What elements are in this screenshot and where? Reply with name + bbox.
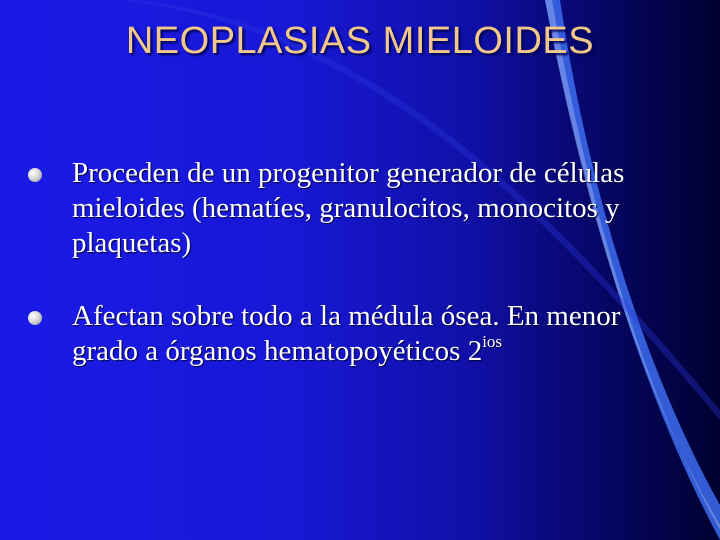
sphere-bullet-icon — [28, 311, 42, 325]
bullet-item — [28, 299, 668, 369]
bullet-list — [28, 156, 668, 407]
bullet-text-main: Afectan sobre todo a la médula ósea. En menor grado a órganos hematopoyéticos 2 — [72, 300, 621, 367]
bullet-text — [72, 156, 668, 261]
slide-title: NEOPLASIAS MIELOIDES — [125, 20, 595, 62]
bullet-superscript: ios — [482, 332, 503, 351]
sphere-bullet-icon — [28, 168, 42, 182]
bullet-text-main: Proceden de un progenitor generador de células mieloides (hematíes, granulocitos, monocitos y plaquetas) — [72, 157, 625, 259]
bullet-text — [72, 299, 668, 369]
bullet-item — [28, 156, 668, 261]
